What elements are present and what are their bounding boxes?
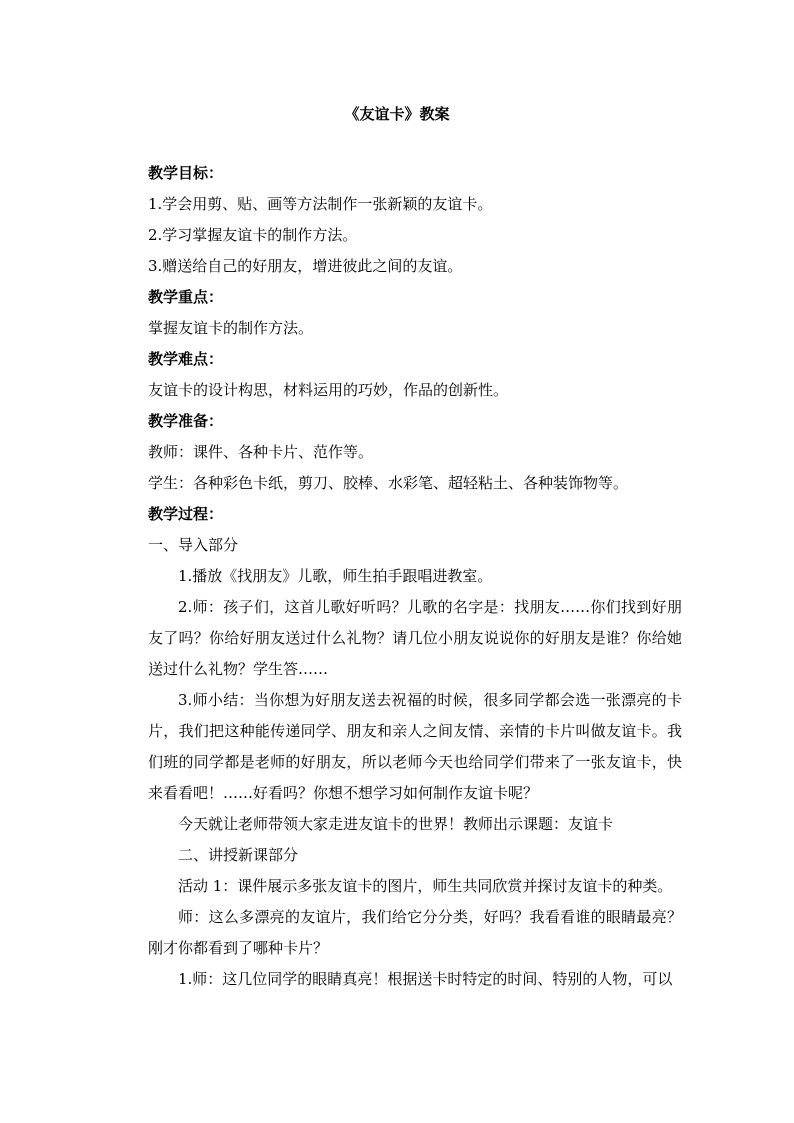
goal-item-3: 3.赠送给自己的好朋友，增进彼此之间的友谊。 — [148, 257, 463, 275]
section-heading-difficulties: 教学难点： — [148, 350, 224, 368]
key-points-text: 掌握友谊卡的制作方法。 — [148, 319, 314, 337]
process-part2-step1: 1.师：这几位同学的眼睛真亮！根据送卡时特定的时间、特别的人物，可以 — [178, 970, 673, 988]
difficulties-text: 友谊卡的设计构思，材料运用的巧妙，作品的创新性。 — [148, 381, 509, 399]
goal-item-1: 1.学会用剪、贴、画等方法制作一张新颖的友谊卡。 — [148, 195, 493, 213]
preparation-teacher: 教师：课件、各种卡片、范作等。 — [148, 443, 374, 461]
process-part1-step4: 今天就让老师带领大家走进友谊卡的世界！教师出示课题：友谊卡 — [178, 815, 614, 833]
section-heading-key-points: 教学重点： — [148, 288, 224, 306]
goal-item-2: 2.学习掌握友谊卡的制作方法。 — [148, 226, 358, 244]
section-heading-preparation: 教学准备： — [148, 412, 224, 430]
process-part1-step3: 3.师小结：当你想为好朋友送去祝福的时候，很多同学都会选一张漂亮的卡片，我们把这种能传递同学、朋友和亲人之间友情、亲情的卡片叫做友谊卡。我们班的同学都是老师的好朋友，所以老师今天也给同学们带来了一张友谊卡，快来看看吧！……好看吗？你想不想学习如何制作友谊卡呢？ — [148, 691, 682, 802]
process-part2-title: 二、讲授新课部分 — [178, 846, 299, 864]
process-part1-title: 一、导入部分 — [148, 536, 239, 554]
process-part2-activity1: 活动 1：课件展示多张友谊卡的图片，师生共同欣赏并探讨友谊卡的种类。 — [178, 877, 673, 895]
process-part2-teacher-question: 师：这么多漂亮的友谊片，我们给它分分类，好吗？我看看谁的眼睛最亮？刚才你都看到了哪种卡片？ — [148, 908, 682, 957]
process-part1-step2: 2.师：孩子们，这首儿歌好听吗？儿歌的名字是：找朋友……你们找到好朋友了吗？你给好朋友送过什么礼物？请几位小朋友说说你的好朋友是谁？你给她送过什么礼物？学生答…… — [148, 598, 682, 678]
page-title: 《友谊卡》教案 — [344, 105, 450, 123]
section-heading-goals: 教学目标： — [148, 164, 224, 182]
section-heading-process: 教学过程： — [148, 505, 224, 523]
process-part1-step1: 1.播放《找朋友》儿歌，师生拍手跟唱进教室。 — [178, 567, 493, 585]
document-body — [148, 158, 682, 995]
preparation-student: 学生：各种彩色卡纸，剪刀、胶棒、水彩笔、超轻粘土、各种装饰物等。 — [148, 474, 629, 492]
